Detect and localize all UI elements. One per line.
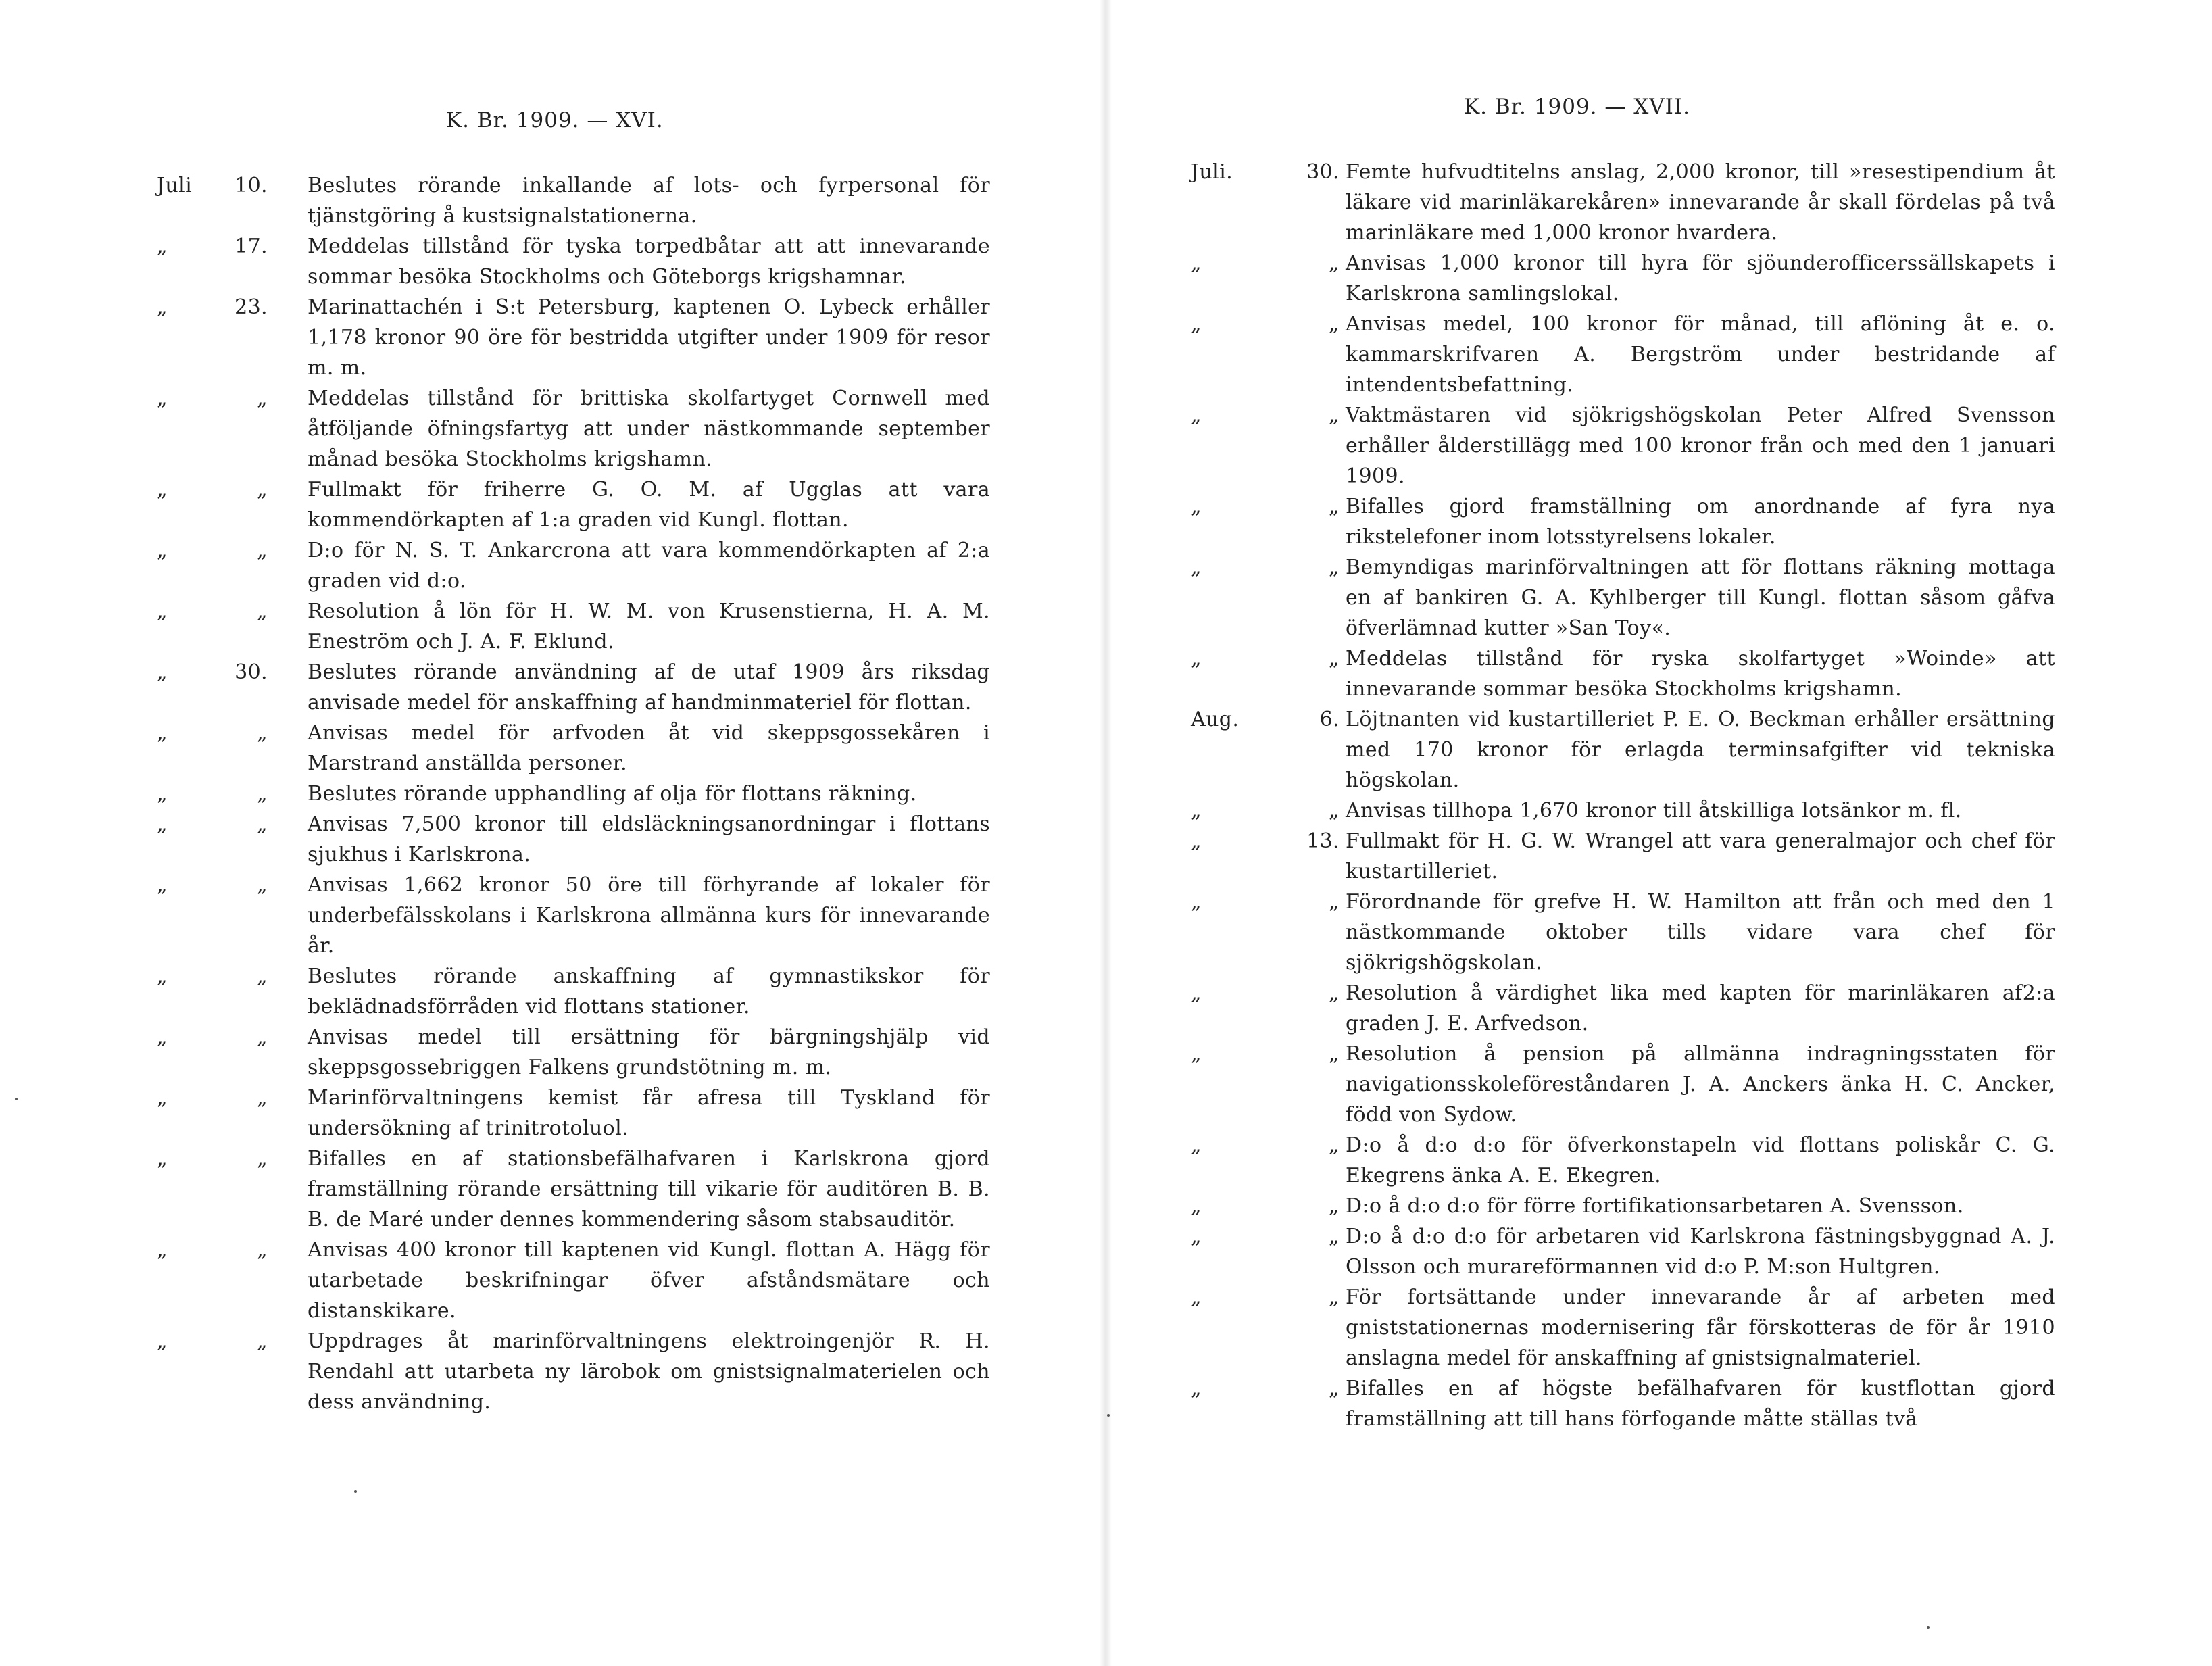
entry-text: Fullmakt för H. G. W. Wrangel att vara generalmajor och chef för kustartilleriet. [1346, 829, 2055, 883]
entry-month: „ [157, 387, 168, 410]
print-speck [1927, 1626, 1930, 1629]
entry-row [1106, 552, 2212, 643]
entry-text: D:o å d:o d:o för öfverkonstapeln vid flottans poliskår C. G. Ekegrens änka A. E. Ekegren. [1346, 1133, 2055, 1187]
entry-row [0, 1144, 1106, 1235]
entry-text: Resolution å värdighet lika med kapten för marinläkaren af2:a graden J. E. Arfvedson. [1346, 981, 2055, 1035]
entry-month: „ [1191, 1285, 1202, 1309]
entry-row [1106, 795, 2212, 826]
print-speck [354, 1490, 357, 1493]
entry-row [0, 474, 1106, 535]
entry-row [0, 809, 1106, 870]
entry-row [0, 383, 1106, 474]
entry-day: „ [1329, 890, 1340, 914]
entry-text: Marinattachén i S:t Petersburg, kaptenen O. Lybeck erhåller 1,178 kronor 90 öre för bestridda utgifter under 1909 för resor m. m. [308, 295, 990, 380]
entry-text: Uppdrages åt marinförvaltningens elektroingenjör R. H. Rendahl att utarbeta ny lärobok om gnistsignalmaterielen och dess användning. [308, 1329, 990, 1414]
entry-month: „ [157, 660, 168, 684]
entry-month: Aug. [1191, 708, 1239, 731]
entry-row [1106, 1039, 2212, 1130]
entry-row [1106, 887, 2212, 978]
entry-text: Bifalles gjord framställning om anordnande af fyra nya rikstelefoner inom lotsstyrelsens lokaler. [1346, 495, 2055, 549]
book-gutter [1100, 0, 1112, 1666]
entry-day: „ [1329, 981, 1340, 1005]
entry-row [0, 231, 1106, 292]
entry-text: Marinförvaltningens kemist får afresa till Tyskland för undersökning af trinitrotoluol. [308, 1086, 990, 1140]
entry-text: Anvisas 7,500 kronor till eldsläckningsanordningar i flottans sjukhus i Karlskrona. [308, 812, 990, 866]
entry-day: „ [257, 1147, 268, 1171]
entry-row [1106, 978, 2212, 1039]
entry-day: „ [257, 478, 268, 501]
entry-month: „ [157, 1238, 168, 1262]
entry-month: „ [1191, 495, 1202, 518]
entry-month: „ [157, 295, 168, 319]
entry-day: „ [257, 964, 268, 988]
entry-row [0, 870, 1106, 961]
entry-month: „ [157, 721, 168, 745]
entry-month: „ [1191, 312, 1202, 336]
entry-text: Fullmakt för friherre G. O. M. af Ugglas att vara kommendörkapten af 1:a graden vid Kungl. flottan. [308, 478, 990, 532]
entry-day: „ [257, 387, 268, 410]
entry-text: D:o för N. S. T. Ankarcrona att vara kommendörkapten af 2:a graden vid d:o. [308, 539, 990, 593]
entry-text: Anvisas medel, 100 kronor för månad, till aflöning åt e. o. kammarskrifvaren A. Bergström under bestridande af intendentsbefattning. [1346, 312, 2055, 397]
entry-day: „ [1329, 1377, 1340, 1400]
entry-month: „ [157, 1329, 168, 1353]
entry-month: „ [1191, 981, 1202, 1005]
entry-day: „ [1329, 1133, 1340, 1157]
entry-month: „ [1191, 1194, 1202, 1218]
entry-month: „ [157, 1025, 168, 1049]
entry-text: Meddelas tillstånd för brittiska skolfartyget Cornwell med åtföljande öfningsfartyg att under nästkommande september månad besöka Stockholms krigshamn. [308, 387, 990, 471]
entry-text: Meddelas tillstånd för tyska torpedbåtar att att innevarande sommar besöka Stockholms och Göteborgs krigshamnar. [308, 235, 990, 289]
entry-row [0, 596, 1106, 657]
entry-text: Anvisas tillhopa 1,670 kronor till åtskilliga lotsänkor m. fl. [1346, 799, 1962, 823]
entry-text: Bemyndigas marinförvaltningen att för flottans räkning mottaga en af bankiren G. A. Kyhlberger till Kungl. flottan såsom gåfva öfverlämnad kutter »San Toy«. [1346, 556, 2055, 640]
entry-text: Anvisas medel för arfvoden åt vid skeppsgossekåren i Marstrand anställda personer. [308, 721, 990, 775]
entry-row [1106, 1221, 2212, 1282]
right-page-header: K. Br. 1909. — XVII. [1464, 95, 1691, 119]
entry-day: „ [257, 782, 268, 806]
entry-month: „ [1191, 647, 1202, 670]
entry-row [0, 535, 1106, 596]
entry-row [1106, 1373, 2212, 1434]
entry-row [0, 292, 1106, 383]
entry-month: „ [1191, 251, 1202, 275]
entry-month: „ [1191, 799, 1202, 823]
entry-month: „ [1191, 890, 1202, 914]
entry-row [1106, 1130, 2212, 1191]
entry-row [0, 1326, 1106, 1417]
entry-text: Anvisas medel till ersättning för bärgningshjälp vid skeppsgossebriggen Falkens grundstötning m. m. [308, 1025, 990, 1079]
entry-month: „ [157, 478, 168, 501]
entry-month: Juli. [1191, 160, 1233, 184]
entry-day: „ [257, 1238, 268, 1262]
entry-text: Anvisas 1,000 kronor till hyra för sjöunderofficerssällskapets i Karlskrona samlingslokal. [1346, 251, 2055, 305]
entry-text: Meddelas tillstånd för ryska skolfartyget »Woinde» att innevarande sommar besöka Stockholms krigshamn. [1346, 647, 2055, 701]
entry-month: „ [157, 873, 168, 897]
entry-text: Anvisas 400 kronor till kaptenen vid Kungl. flottan A. Hägg för utarbetade beskrifningar öfver afståndsmätare och distanskikare. [308, 1238, 990, 1323]
entry-month: „ [157, 1147, 168, 1171]
entry-day: „ [1329, 799, 1340, 823]
entry-row [1106, 1191, 2212, 1221]
entry-day: „ [1329, 1285, 1340, 1309]
entry-day: „ [1329, 1225, 1340, 1248]
entry-day: „ [257, 873, 268, 897]
entry-day: 23. [235, 295, 268, 319]
entry-day: „ [257, 599, 268, 623]
entry-day: „ [257, 1329, 268, 1353]
right-page [1106, 0, 2212, 1666]
entry-row [1106, 400, 2212, 491]
entry-day: „ [1329, 312, 1340, 336]
entry-month: „ [157, 539, 168, 562]
entry-row [1106, 643, 2212, 704]
entry-day: „ [257, 812, 268, 836]
entry-row [1106, 157, 2212, 248]
entry-day: „ [257, 1025, 268, 1049]
entry-day: „ [1329, 403, 1340, 427]
entry-text: Anvisas 1,662 kronor 50 öre till förhyrande af lokaler för underbefälsskolans i Karlskrona allmänna kurs för innevarande år. [308, 873, 990, 958]
entry-month: „ [157, 782, 168, 806]
entry-day: „ [1329, 556, 1340, 579]
entry-month: „ [1191, 1225, 1202, 1248]
entry-month: „ [1191, 403, 1202, 427]
entry-row [1106, 704, 2212, 795]
entry-day: 30. [1306, 160, 1340, 184]
entry-text: Vaktmästaren vid sjökrigshögskolan Peter Alfred Svensson erhåller ålderstillägg med 100 kronor från och med den 1 januari 1909. [1346, 403, 2055, 488]
entry-row [1106, 491, 2212, 552]
print-speck [1107, 1414, 1110, 1417]
entry-text: D:o å d:o d:o för förre fortifikationsarbetaren A. Svensson. [1346, 1194, 1964, 1218]
entry-day: „ [1329, 495, 1340, 518]
entry-row [1106, 248, 2212, 309]
entry-month: „ [1191, 1042, 1202, 1066]
entry-day: „ [1329, 1042, 1340, 1066]
entry-day: „ [1329, 1194, 1340, 1218]
entry-day: „ [1329, 251, 1340, 275]
entry-text: Beslutes rörande anskaffning af gymnastikskor för beklädnadsförråden vid flottans stationer. [308, 964, 990, 1019]
entry-text: Förordnande för grefve H. W. Hamilton att från och med den 1 nästkommande oktober tills vidare vara chef för sjökrigshögskolan. [1346, 890, 2055, 975]
entry-row [0, 1235, 1106, 1326]
entry-text: För fortsättande under innevarande år af arbeten med gniststationernas modernisering får förskotteras de för år 1910 anslagna medel för anskaffning af gnistsignalmateriel. [1346, 1285, 2055, 1370]
entry-row [0, 170, 1106, 231]
entry-day: 10. [235, 174, 268, 197]
entry-month: „ [157, 964, 168, 988]
print-speck [15, 1098, 18, 1100]
entry-text: Bifalles en af högste befälhafvaren för kustflottan gjord framställning att till hans förfogande måtte ställas två [1346, 1377, 2055, 1431]
entry-day: „ [257, 721, 268, 745]
entry-month: „ [157, 812, 168, 836]
entry-month: „ [1191, 1133, 1202, 1157]
entry-day: 30. [235, 660, 268, 684]
entry-day: „ [1329, 647, 1340, 670]
entry-day: „ [257, 1086, 268, 1110]
entry-month: „ [157, 1086, 168, 1110]
entry-day: 13. [1306, 829, 1340, 853]
entry-row [1106, 309, 2212, 400]
entry-row [1106, 1282, 2212, 1373]
entry-month: „ [1191, 556, 1202, 579]
entry-text: Beslutes rörande användning af de utaf 1909 års riksdag anvisade medel för anskaffning af handminmateriel för flottan. [308, 660, 990, 714]
entry-text: D:o å d:o d:o för arbetaren vid Karlskrona fästningsbyggnad A. J. Olsson och murareförmannen vid d:o P. M:son Hultgren. [1346, 1225, 2055, 1279]
entry-text: Resolution å pension på allmänna indragningsstaten för navigationsskoleföreståndaren J. A. Anckers änka H. C. Ancker, född von Sydow. [1346, 1042, 2055, 1127]
left-page-header: K. Br. 1909. — XVI. [446, 108, 664, 132]
entry-row [0, 779, 1106, 809]
right-entries-list [1106, 157, 2212, 1434]
entry-row [1106, 826, 2212, 887]
entry-month: „ [1191, 829, 1202, 853]
entry-text: Bifalles en af stationsbefälhafvaren i Karlskrona gjord framställning rörande ersättning till vikarie för auditören B. B. B. de Maré under dennes kommendering såsom stabsauditör. [308, 1147, 990, 1231]
entry-day: 6. [1319, 708, 1340, 731]
entry-day: „ [257, 539, 268, 562]
entry-text: Beslutes rörande inkallande af lots- och fyrpersonal för tjänstgöring å kustsignalstationerna. [308, 174, 990, 228]
entry-month: „ [157, 235, 168, 258]
entry-month: „ [157, 599, 168, 623]
entry-text: Löjtnanten vid kustartilleriet P. E. O. Beckman erhåller ersättning med 170 kronor för erlagda terminsafgifter vid tekniska högskolan. [1346, 708, 2055, 792]
entry-text: Beslutes rörande upphandling af olja för flottans räkning. [308, 782, 917, 806]
entry-text: Resolution å lön för H. W. M. von Krusenstierna, H. A. M. Eneström och J. A. F. Eklund. [308, 599, 990, 654]
entry-row [0, 1083, 1106, 1144]
entry-month: „ [1191, 1377, 1202, 1400]
entry-text: Femte hufvudtitelns anslag, 2,000 kronor, till »resestipendium åt läkare vid marinläkarekåren» innevarande år skall fördelas på två marinläkare med 1,000 kronor hvardera. [1346, 160, 2055, 245]
left-entries-list [0, 170, 1106, 1417]
entry-row [0, 657, 1106, 718]
entry-row [0, 961, 1106, 1022]
entry-row [0, 718, 1106, 779]
entry-row [0, 1022, 1106, 1083]
entry-month: Juli [157, 174, 193, 197]
entry-day: 17. [235, 235, 268, 258]
